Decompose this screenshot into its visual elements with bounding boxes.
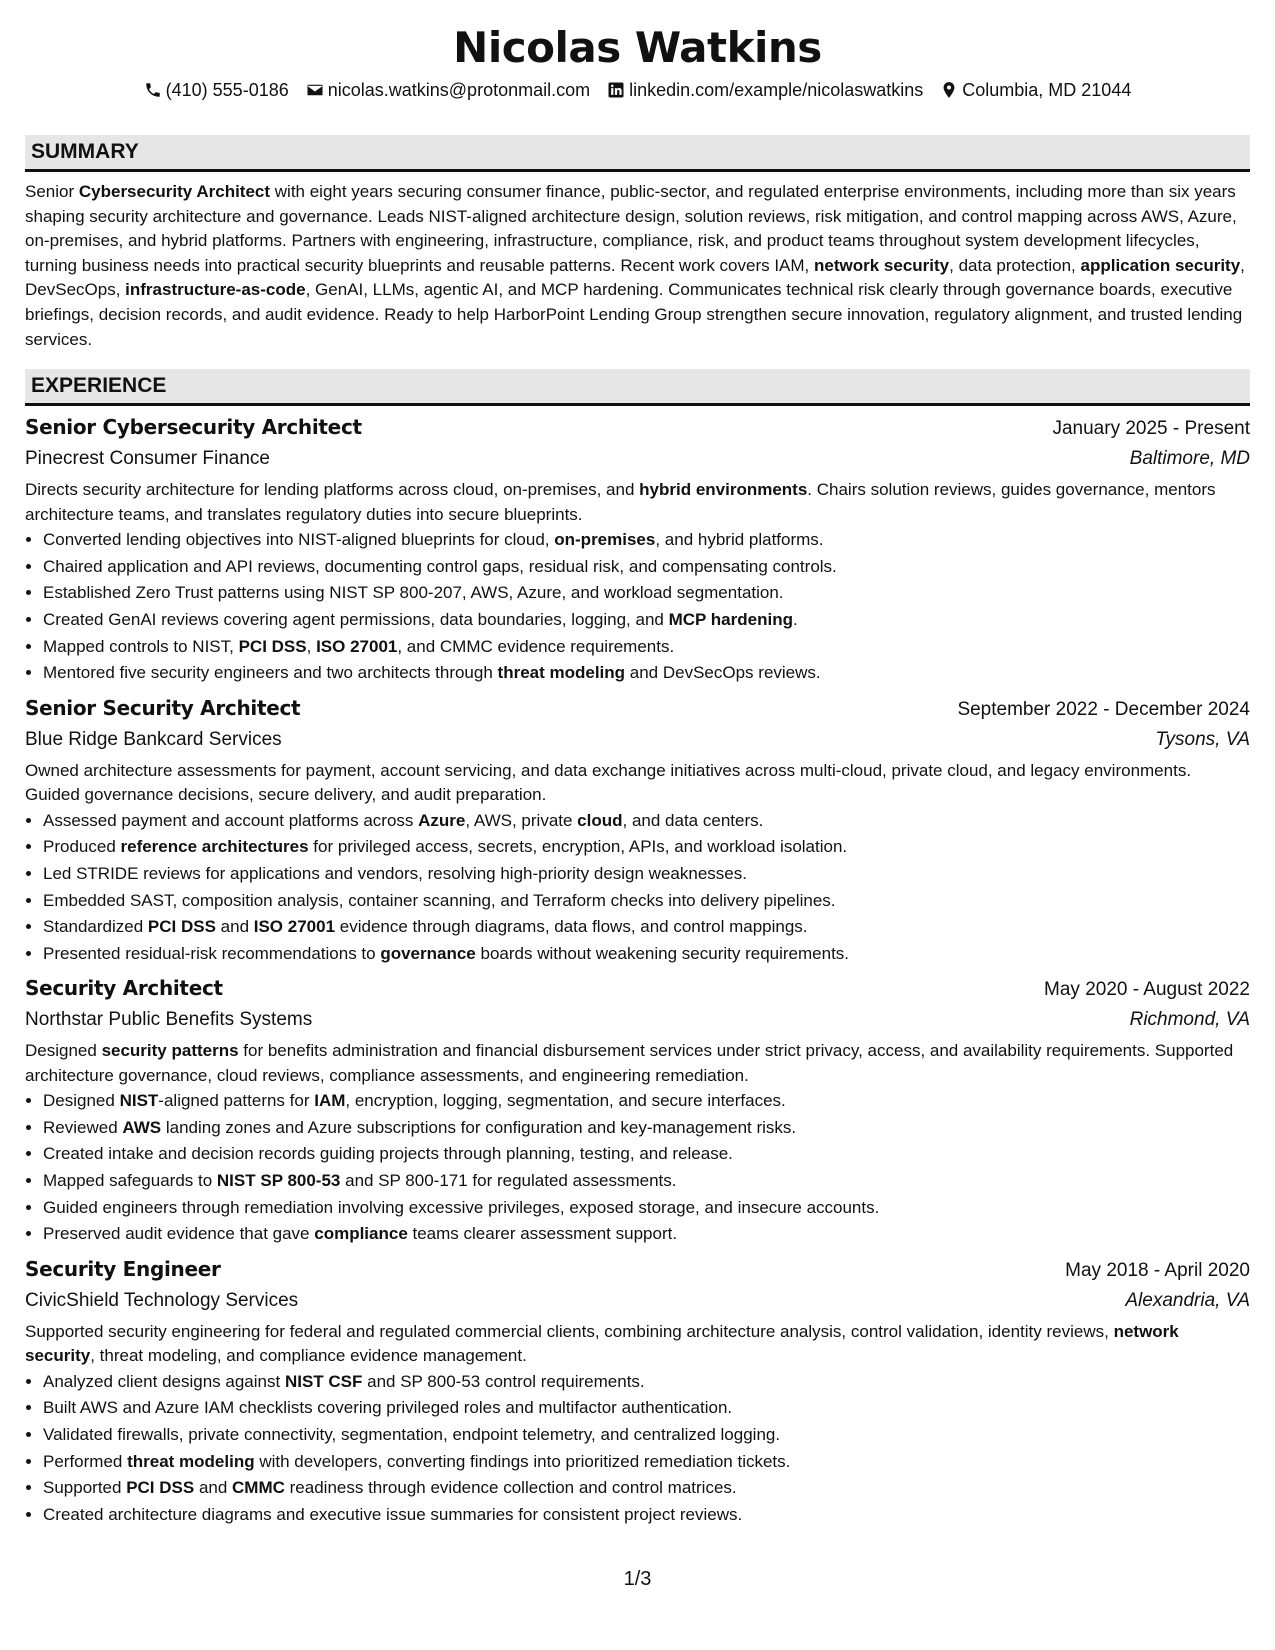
text-segment: Reviewed [43,1117,123,1137]
text-segment: , AWS, private [465,810,578,830]
phone-icon [144,81,162,99]
job-bullet [43,634,1250,661]
emphasis-text: NIST SP 800-53 [216,1171,341,1191]
text-segment: Analyzed client designs against [43,1371,285,1391]
job-bullet [43,1502,1250,1529]
text-segment: with developers, converting findings into prioritized remediation tickets. [254,1451,791,1471]
job-bullet [43,660,1250,687]
emphasis-text: Cybersecurity Architect [78,182,271,201]
text-segment: for benefits administration and financial disbursement services under strict privacy, access, and availability requirements. Supported architecture governance, cloud reviews, compliance assessments, and engineering remediation. [25,1041,1234,1085]
emphasis-text: reference architectures [120,837,309,857]
linkedin-icon [607,81,625,99]
job-company-row [25,1286,1250,1316]
job-title-row [25,973,1250,1005]
text-segment: -aligned patterns for [158,1091,315,1111]
job-bullet [43,834,1250,861]
job-bullet-list [25,808,1250,968]
location-text: Columbia, MD 21044 [962,80,1132,100]
text-segment: , encryption, logging, segmentation, and secure interfaces. [345,1091,786,1111]
text-segment: Preserved audit evidence that gave [43,1224,315,1244]
text-segment: for privileged access, secrets, encryption, APIs, and workload isolation. [308,837,848,857]
emphasis-text: NIST CSF [284,1371,363,1391]
job-bullet [43,554,1250,581]
job-title-row [25,693,1250,725]
job-location: Tysons, VA [1155,728,1250,750]
text-segment: Supported security engineering for federal and regulated commercial clients, combining architecture analysis, control validation, identity reviews, [25,1321,1114,1341]
job-bullet [43,1422,1250,1449]
emphasis-text: cloud [577,810,623,830]
linkedin-text[interactable]: linkedin.com/example/nicolaswatkins [629,80,924,100]
job-bullet [43,808,1250,835]
emphasis-text: compliance [314,1224,408,1244]
email-text[interactable]: nicolas.watkins@protonmail.com [327,80,591,100]
experience-list [25,412,1250,1528]
job-bullet [43,914,1250,941]
job-bullet [43,1088,1250,1115]
contact-phone [144,78,289,102]
job-title-row [25,1254,1250,1286]
text-segment: , [306,636,317,656]
job-company-row [25,725,1250,755]
text-segment: Designed [25,1041,102,1061]
job-bullet [43,1115,1250,1142]
text-segment: and [215,917,254,937]
text-segment: Mentored five security engineers and two architects through [43,663,498,683]
text-segment: teams clearer assessment support. [407,1224,678,1244]
emphasis-text: on-premises [554,530,656,550]
job-bullet [43,607,1250,634]
envelope-icon [306,81,324,99]
map-marker-icon [940,81,958,99]
text-segment: Validated firewalls, private connectivity, segmentation, endpoint telemetry, and centralized logging. [43,1425,781,1445]
text-segment: boards without weakening security requirements. [475,943,850,963]
text-segment: Chaired application and API reviews, documenting control gaps, residual risk, and compensating controls. [43,556,837,576]
job-entry [25,412,1250,687]
job-title: Security Engineer [25,1256,221,1281]
job-bullet [43,1168,1250,1195]
job-company-row [25,1005,1250,1035]
text-segment: , threat modeling, and compliance evidence management. [90,1346,527,1366]
job-description [25,759,1250,808]
company-name: Blue Ridge Bankcard Services [25,728,282,750]
contact-bar [25,78,1250,102]
text-segment: and SP 800-53 control requirements. [362,1371,645,1391]
text-segment: Supported [43,1478,127,1498]
job-title-row [25,412,1250,444]
emphasis-text: threat modeling [127,1451,255,1471]
summary-paragraph [25,180,1250,352]
text-segment: . [792,609,798,629]
text-segment: , DevSecOps, [25,255,1245,300]
text-segment: Assessed payment and account platforms across [43,810,419,830]
phone-text[interactable]: (410) 555-0186 [165,80,289,100]
emphasis-text: application security [1080,255,1241,275]
text-segment: Embedded SAST, composition analysis, container scanning, and Terraform checks into delivery pipelines. [43,890,836,910]
job-bullet [43,941,1250,968]
emphasis-text: IAM [314,1091,346,1111]
text-segment: readiness through evidence collection and control matrices. [284,1478,737,1498]
job-bullet [43,1449,1250,1476]
summary-heading: SUMMARY [25,135,1250,172]
emphasis-text: ISO 27001 [253,917,336,937]
candidate-name: Nicolas Watkins [453,23,822,72]
emphasis-text: governance [380,943,476,963]
text-segment: with eight years securing consumer finance, public-sector, and regulated enterprise environments, including more than six years shaping security architecture and governance. Leads NIST-aligned architecture design, solution reviews, risk mitigation, and control mapping across AWS, Azure, on-premises, and hybrid platforms. Partners with engineering, infrastructure, compliance, risk, and product teams throughout system development lifecycles, turning business needs into practical security blueprints and reusable patterns. Recent work covers IAM, [25,182,1237,275]
text-segment: Created architecture diagrams and executive issue summaries for consistent project reviews. [43,1504,743,1524]
job-entry [25,973,1250,1248]
job-location: Alexandria, VA [1125,1289,1250,1311]
emphasis-text: MCP hardening [668,609,793,629]
job-title: Security Architect [25,976,223,1001]
emphasis-text: threat modeling [497,663,626,683]
contact-email [306,78,590,102]
text-segment: Created intake and decision records guiding projects through planning, testing, and release. [43,1144,733,1164]
emphasis-text: CMMC [232,1478,285,1498]
job-bullet-list [25,1088,1250,1248]
job-dates: September 2022 - December 2024 [957,698,1250,720]
job-bullet [43,1369,1250,1396]
text-segment: Directs security architecture for lending platforms across cloud, on-premises, and [25,480,640,500]
job-title: Senior Cybersecurity Architect [25,415,362,440]
text-segment: Performed [43,1451,128,1471]
job-title: Senior Security Architect [25,695,301,720]
job-entry [25,1254,1250,1529]
job-company-row [25,444,1250,474]
text-segment: and DevSecOps reviews. [625,663,821,683]
emphasis-text: ISO 27001 [316,636,398,656]
job-bullet-list [25,527,1250,687]
job-dates: May 2018 - April 2020 [1065,1259,1250,1281]
text-segment: Senior [25,182,79,201]
text-segment: Designed [43,1091,120,1111]
job-location: Richmond, VA [1129,1009,1250,1031]
job-description [25,1039,1250,1088]
emphasis-text: network security [814,255,950,275]
emphasis-text: network security [25,1321,1179,1366]
experience-heading: EXPERIENCE [25,369,1250,406]
job-bullet [43,1141,1250,1168]
job-bullet [43,1221,1250,1248]
text-segment: , and CMMC evidence requirements. [397,636,675,656]
text-segment: landing zones and Azure subscriptions for configuration and key-management risks. [161,1117,797,1137]
text-segment: . Chairs solution reviews, guides governance, mentors architecture teams, and translates regulatory duties into secure blueprints. [25,480,1216,524]
text-segment: Built AWS and Azure IAM checklists covering privileged roles and multifactor authentication. [43,1398,733,1418]
text-segment: and [194,1478,233,1498]
text-segment: Owned architecture assessments for payment, account servicing, and data exchange initiatives across multi-cloud, private cloud, and legacy environments. Guided governance decisions, secure delivery, and audit preparation. [25,760,1192,805]
text-segment: Presented residual-risk recommendations to [43,943,381,963]
job-bullet-list [25,1369,1250,1529]
job-location: Baltimore, MD [1129,448,1250,470]
job-bullet [43,888,1250,915]
emphasis-text: Azure [418,810,466,830]
job-description [25,1320,1250,1369]
emphasis-text: AWS [122,1117,162,1137]
company-name: Pinecrest Consumer Finance [25,448,270,470]
contact-location [940,78,1131,102]
company-name: CivicShield Technology Services [25,1289,299,1311]
emphasis-text: PCI DSS [238,636,307,656]
text-segment: , and data centers. [622,810,764,830]
text-segment: Guided engineers through remediation involving excessive privileges, exposed storage, and insecure accounts. [43,1197,880,1217]
emphasis-text: hybrid environments [639,480,808,500]
job-dates: May 2020 - August 2022 [1044,979,1250,1001]
text-segment: , data protection, [949,255,1081,275]
text-segment: Mapped controls to NIST, [43,636,239,656]
job-bullet [43,1195,1250,1222]
job-bullet [43,580,1250,607]
text-segment: Standardized [43,917,148,937]
text-segment: Produced [43,837,121,857]
text-segment: and SP 800-171 for regulated assessments. [340,1171,677,1191]
text-segment: Established Zero Trust patterns using NIST SP 800-207, AWS, Azure, and workload segmentation. [43,583,784,603]
job-bullet [43,1475,1250,1502]
emphasis-text: PCI DSS [126,1478,195,1498]
text-segment: Converted lending objectives into NIST-aligned blueprints for cloud, [43,530,555,550]
text-segment: Led STRIDE reviews for applications and vendors, resolving high-priority design weaknesses. [43,863,747,883]
job-description [25,478,1250,527]
contact-linkedin [607,78,923,102]
emphasis-text: NIST [119,1091,159,1111]
text-segment: evidence through diagrams, data flows, and control mappings. [335,917,808,937]
job-bullet [43,527,1250,554]
emphasis-text: infrastructure-as-code [125,280,306,300]
job-bullet [43,861,1250,888]
job-bullet [43,1395,1250,1422]
emphasis-text: PCI DSS [147,917,216,937]
job-dates: January 2025 - Present [1052,418,1250,440]
job-entry [25,693,1250,968]
text-segment: Created GenAI reviews covering agent permissions, data boundaries, logging, and [43,609,669,629]
company-name: Northstar Public Benefits Systems [25,1009,313,1031]
text-segment: , GenAI, LLMs, agentic AI, and MCP hardening. Communicates technical risk clearly through governance boards, executive briefings, decision records, and audit evidence. Ready to help HarborPoint Lending Group strengthen secure innovation, regulatory alignment, and trusted lending services. [25,280,1243,349]
text-segment: , and hybrid platforms. [655,530,824,550]
text-segment: Mapped safeguards to [43,1171,217,1191]
emphasis-text: security patterns [101,1041,239,1061]
page-number: 1/3 [623,1568,652,1590]
